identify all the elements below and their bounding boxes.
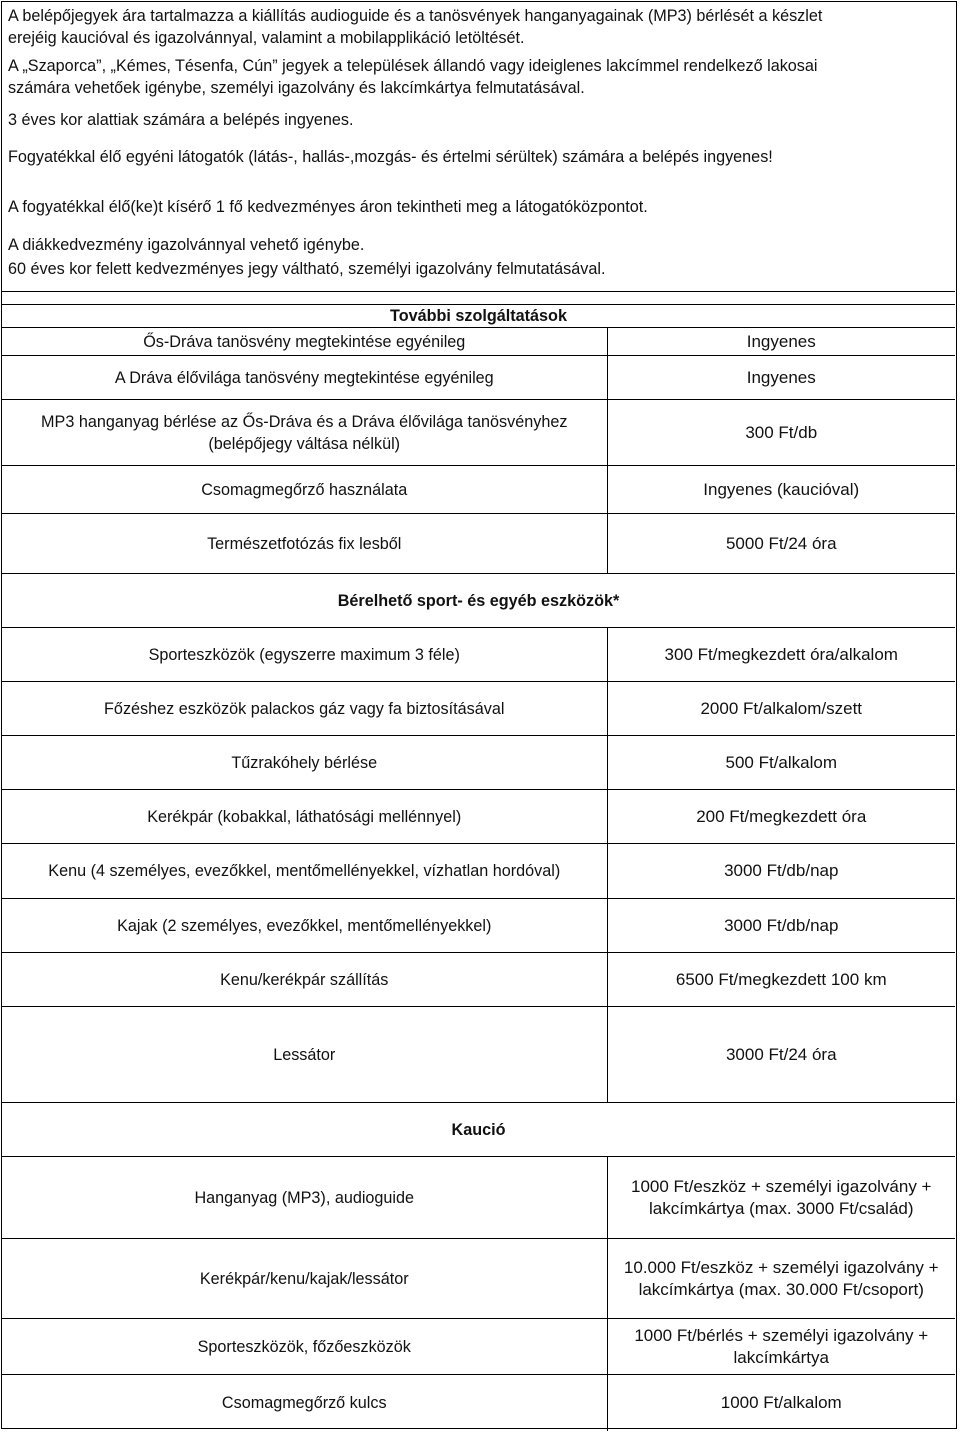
info-line: 60 éves kor felett kedvezményes jegy váltható, személyi igazolvány felmutatásával. [8,260,606,278]
section-title-services: További szolgáltatások [2,305,955,328]
deposit-price: 1000 Ft/eszköz + személyi igazolvány + lakcímkártya (max. 3000 Ft/család) [607,1157,955,1239]
rental-item: Kajak (2 személyes, evezőkkel, mentőmellényekkel) [2,899,607,953]
table-row [2,736,955,790]
info-line: A diákkedvezmény igazolvánnyal vehető igénybe. [8,236,365,254]
service-item: Természetfotózás fix lesből [2,514,607,574]
table-row [2,790,955,844]
info-line: 3 éves kor alattiak számára a belépés ingyenes. [8,111,354,129]
table-row [2,1157,955,1239]
deposit-item: Sporteszközök, főzőeszközök [2,1319,607,1375]
section-header-row [2,305,955,328]
rental-item: Tűzrakóhely bérlése [2,736,607,790]
service-item: Ős-Dráva tanösvény megtekintése egyénileg [2,328,607,356]
info-line: A „Szaporca”, „Kémes, Tésenfa, Cún” jegyek a települések állandó vagy ideiglenes lakcímmel rendelkező lakosai [8,57,818,75]
section-header-row [2,1103,955,1157]
rental-price: 200 Ft/megkezdett óra [607,790,955,844]
table-row [2,1239,955,1319]
rental-item: Lessátor [2,1007,607,1103]
service-item: A Dráva élővilága tanösvény megtekintése egyénileg [2,356,607,400]
rental-item: Sporteszközök (egyszerre maximum 3 féle) [2,628,607,682]
rental-price: 500 Ft/alkalom [607,736,955,790]
table-row [2,844,955,899]
service-price: 300 Ft/db [607,400,955,466]
table-row [2,1007,955,1103]
deposit-item: Hanganyag (MP3), audioguide [2,1157,607,1239]
info-line: A belépőjegyek ára tartalmazza a kiállítás audioguide és a tanösvények hanganyagainak (MP3) bérlését a készlet [8,7,823,25]
section-title-deposit: Kaució [2,1103,955,1157]
deposit-item: Kerékpár/kenu/kajak/lessátor [2,1239,607,1319]
service-price: Ingyenes (kaucióval) [607,466,955,514]
info-line: erejéig kaucióval és igazolvánnyal, valamint a mobilapplikáció letöltését. [8,29,525,47]
table-row [2,1375,955,1431]
price-table [2,304,955,1431]
service-price: Ingyenes [607,356,955,400]
rental-price: 6500 Ft/megkezdett 100 km [607,953,955,1007]
price-sheet [1,1,957,1429]
ticket-info-box [2,2,955,292]
section-title-rentals: Bérelhető sport- és egyéb eszközök* [2,574,955,628]
deposit-price: 1000 Ft/alkalom [607,1375,955,1431]
rental-price: 300 Ft/megkezdett óra/alkalom [607,628,955,682]
table-row [2,328,955,356]
table-row [2,953,955,1007]
deposit-price: 1000 Ft/bérlés + személyi igazolvány + lakcímkártya [607,1319,955,1375]
rental-item: Kerékpár (kobakkal, láthatósági mellénnyel) [2,790,607,844]
rental-price: 3000 Ft/db/nap [607,899,955,953]
rental-price: 2000 Ft/alkalom/szett [607,682,955,736]
rental-item: Kenu/kerékpár szállítás [2,953,607,1007]
deposit-item: Csomagmegőrző kulcs [2,1375,607,1431]
rental-price: 3000 Ft/db/nap [607,844,955,899]
info-line: számára vehetőek igénybe, személyi igazolvány és lakcímkártya felmutatásával. [8,79,585,97]
table-row [2,628,955,682]
rental-item: Kenu (4 személyes, evezőkkel, mentőmellényekkel, vízhatlan hordóval) [2,844,607,899]
service-price: 5000 Ft/24 óra [607,514,955,574]
table-row [2,1319,955,1375]
section-header-row [2,574,955,628]
table-row [2,899,955,953]
table-row [2,466,955,514]
info-line: Fogyatékkal élő egyéni látogatók (látás-, hallás-,mozgás- és értelmi sérültek) számára a belépés ingyenes! [8,148,773,166]
table-row [2,400,955,466]
table-row [2,514,955,574]
service-item: Csomagmegőrző használata [2,466,607,514]
info-line: A fogyatékkal élő(ke)t kísérő 1 fő kedvezményes áron tekintheti meg a látogatóközpontot. [8,198,648,216]
service-item: MP3 hanganyag bérlése az Ős-Dráva és a Dráva élővilága tanösvényhez (belépőjegy váltása nélkül) [2,400,607,466]
table-row [2,356,955,400]
service-price: Ingyenes [607,328,955,356]
rental-item: Főzéshez eszközök palackos gáz vagy fa biztosításával [2,682,607,736]
deposit-price: 10.000 Ft/eszköz + személyi igazolvány + lakcímkártya (max. 30.000 Ft/csoport) [607,1239,955,1319]
rental-price: 3000 Ft/24 óra [607,1007,955,1103]
table-row [2,682,955,736]
